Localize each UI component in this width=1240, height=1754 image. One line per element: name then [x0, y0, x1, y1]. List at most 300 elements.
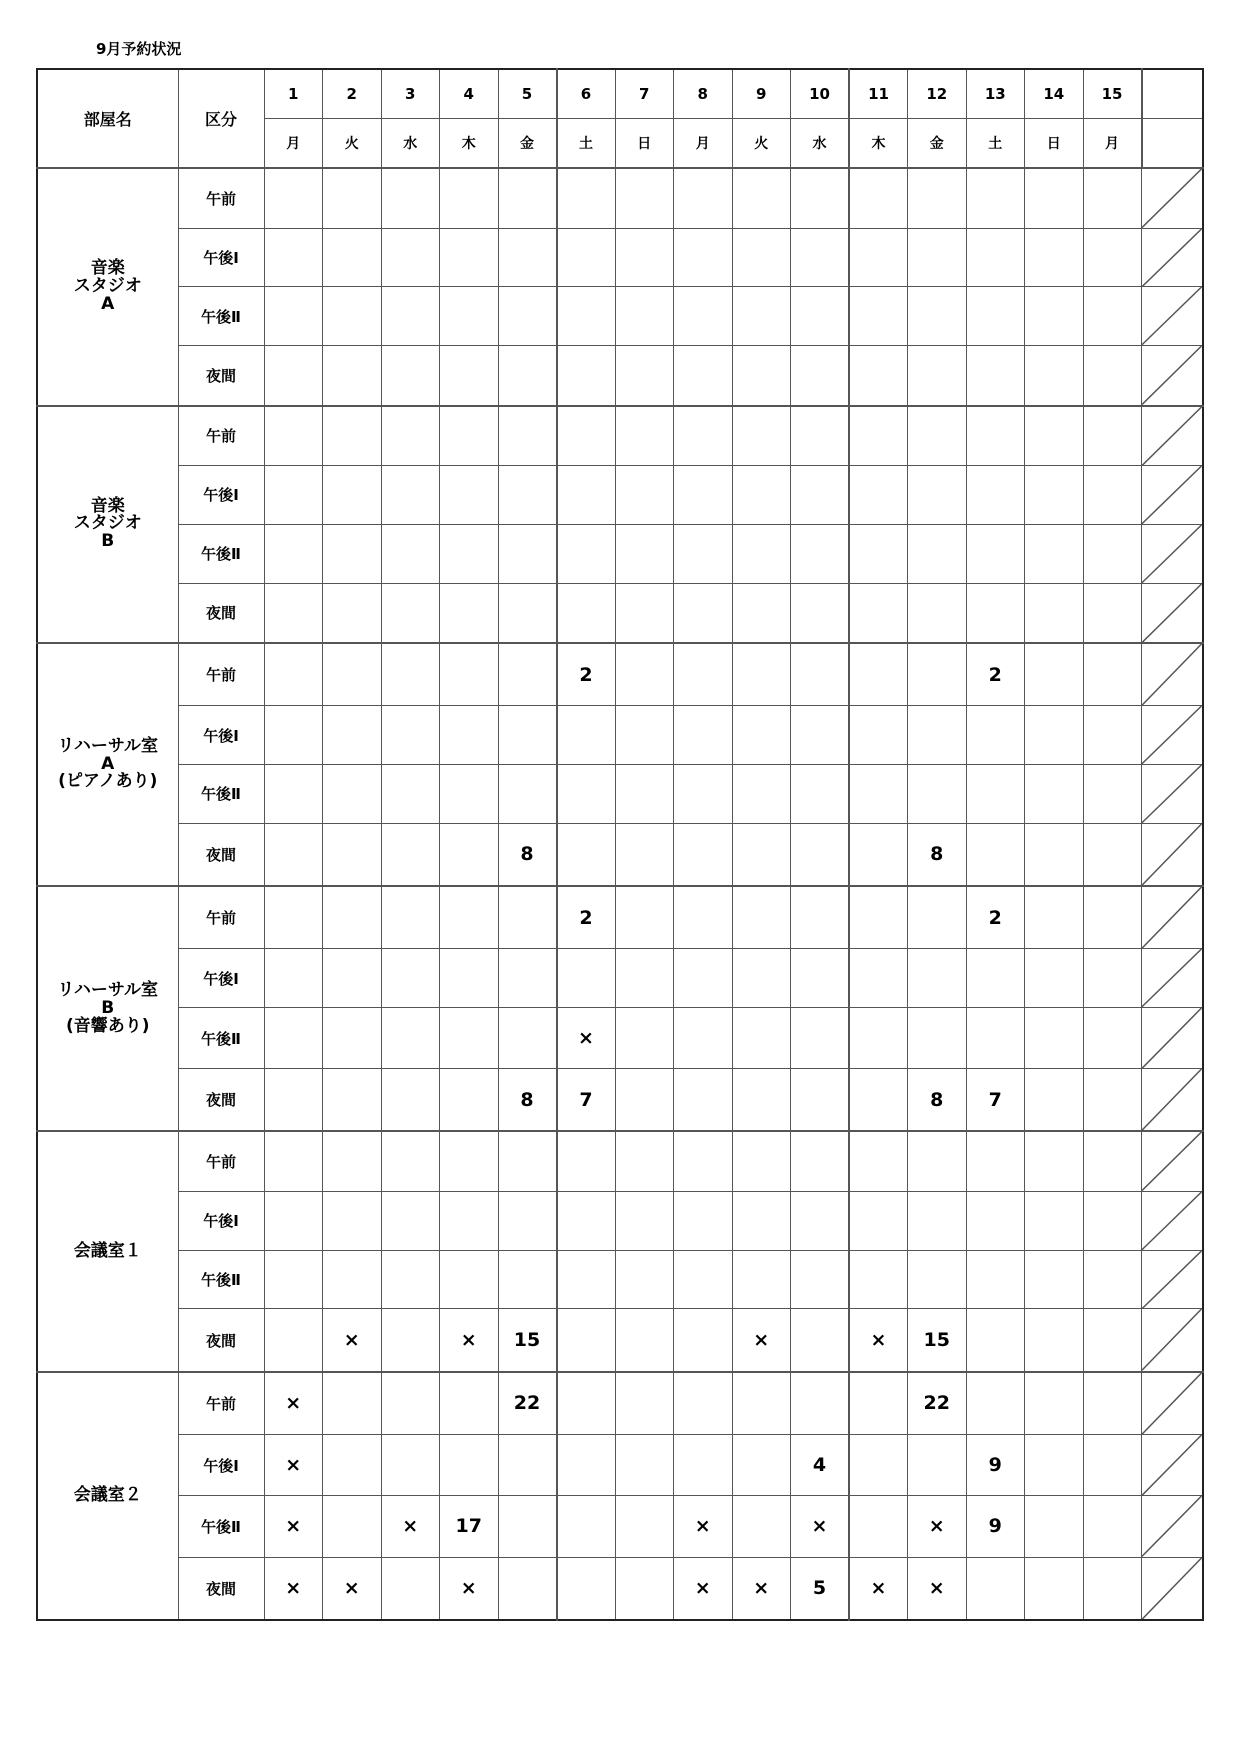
schedule-cell	[1025, 1496, 1084, 1557]
table-row	[37, 765, 1203, 824]
period-label: 夜間	[178, 1309, 264, 1372]
schedule-cell	[908, 949, 967, 1008]
period-label: 午後Ⅱ	[178, 524, 264, 583]
schedule-cell	[966, 706, 1025, 765]
schedule-cell	[908, 1250, 967, 1309]
weekday-header: 水	[791, 119, 850, 169]
schedule-cell	[381, 1372, 440, 1435]
schedule-cell	[440, 168, 499, 228]
schedule-cell	[323, 949, 382, 1008]
diagonal-blank-cell	[1142, 1250, 1203, 1309]
table-row	[37, 406, 1203, 466]
day-header: 11	[849, 69, 908, 119]
schedule-cell	[1083, 1192, 1142, 1251]
period-label: 夜間	[178, 583, 264, 643]
schedule-cell	[557, 1496, 616, 1557]
schedule-cell	[908, 765, 967, 824]
schedule-cell	[440, 1250, 499, 1309]
schedule-cell	[1083, 228, 1142, 287]
schedule-cell	[264, 1192, 323, 1251]
schedule-cell	[264, 1309, 323, 1372]
schedule-cell	[966, 1372, 1025, 1435]
period-label: 午後Ⅰ	[178, 466, 264, 525]
schedule-cell	[732, 706, 791, 765]
period-label: 夜間	[178, 345, 264, 405]
weekday-header: 木	[849, 119, 908, 169]
schedule-cell	[557, 345, 616, 405]
diagonal-blank-cell	[1142, 1007, 1203, 1068]
schedule-cell	[615, 949, 674, 1008]
schedule-cell	[498, 287, 557, 346]
schedule-cell	[791, 1192, 850, 1251]
schedule-cell	[966, 287, 1025, 346]
schedule-cell	[674, 1309, 733, 1372]
table-row	[37, 823, 1203, 886]
period-label: 午後Ⅰ	[178, 1192, 264, 1251]
schedule-cell	[908, 287, 967, 346]
schedule-cell	[732, 643, 791, 706]
schedule-cell	[849, 1069, 908, 1132]
schedule-cell	[264, 228, 323, 287]
day-header: 7	[615, 69, 674, 119]
schedule-cell	[674, 823, 733, 886]
schedule-cell	[674, 1250, 733, 1309]
schedule-cell	[323, 1434, 382, 1495]
schedule-cell	[732, 1496, 791, 1557]
schedule-cell	[381, 345, 440, 405]
schedule-cell	[381, 1250, 440, 1309]
schedule-cell	[264, 1007, 323, 1068]
schedule-cell	[557, 466, 616, 525]
schedule-cell: 2	[557, 643, 616, 706]
schedule-cell	[381, 706, 440, 765]
schedule-cell	[849, 1372, 908, 1435]
schedule-cell	[908, 228, 967, 287]
schedule-cell	[674, 643, 733, 706]
table-row	[37, 1250, 1203, 1309]
schedule-cell	[674, 1192, 733, 1251]
period-label: 午前	[178, 1372, 264, 1435]
schedule-cell	[440, 886, 499, 949]
table-row	[37, 1131, 1203, 1191]
schedule-cell	[557, 1131, 616, 1191]
schedule-cell: 2	[966, 886, 1025, 949]
schedule-cell	[849, 524, 908, 583]
schedule-cell: 17	[440, 1496, 499, 1557]
schedule-cell	[791, 228, 850, 287]
weekday-header: 月	[674, 119, 733, 169]
schedule-cell	[381, 1192, 440, 1251]
schedule-cell	[791, 823, 850, 886]
diagonal-blank-cell	[1142, 466, 1203, 525]
schedule-cell	[557, 1557, 616, 1620]
schedule-cell: 4	[791, 1434, 850, 1495]
period-label: 午前	[178, 406, 264, 466]
schedule-cell	[1025, 583, 1084, 643]
schedule-cell	[791, 1131, 850, 1191]
diagonal-blank-cell	[1142, 406, 1203, 466]
schedule-cell	[674, 287, 733, 346]
diagonal-blank-cell	[1142, 287, 1203, 346]
schedule-cell	[264, 168, 323, 228]
weekday-header: 土	[966, 119, 1025, 169]
schedule-cell	[381, 1309, 440, 1372]
schedule-cell	[381, 168, 440, 228]
schedule-cell	[791, 1309, 850, 1372]
schedule-cell: 8	[498, 823, 557, 886]
schedule-cell	[1025, 287, 1084, 346]
schedule-cell	[966, 345, 1025, 405]
schedule-cell	[674, 345, 733, 405]
schedule-cell	[440, 287, 499, 346]
schedule-cell	[615, 1372, 674, 1435]
schedule-cell: 2	[557, 886, 616, 949]
day-header: 13	[966, 69, 1025, 119]
schedule-cell	[674, 949, 733, 1008]
schedule-cell	[440, 765, 499, 824]
schedule-cell: ×	[732, 1309, 791, 1372]
schedule-cell	[966, 406, 1025, 466]
schedule-cell	[732, 524, 791, 583]
schedule-cell	[732, 1192, 791, 1251]
header-blank-cell	[1142, 119, 1203, 169]
schedule-cell	[908, 706, 967, 765]
schedule-cell	[791, 949, 850, 1008]
schedule-cell	[732, 1007, 791, 1068]
schedule-cell: ×	[791, 1496, 850, 1557]
day-header: 1	[264, 69, 323, 119]
schedule-cell	[498, 583, 557, 643]
schedule-cell	[791, 466, 850, 525]
schedule-cell	[849, 1434, 908, 1495]
day-header: 2	[323, 69, 382, 119]
schedule-cell	[908, 886, 967, 949]
schedule-cell	[966, 823, 1025, 886]
schedule-cell	[264, 1069, 323, 1132]
schedule-cell: ×	[323, 1557, 382, 1620]
day-header: 3	[381, 69, 440, 119]
table-row	[37, 1434, 1203, 1495]
schedule-cell	[1025, 1372, 1084, 1435]
schedule-cell	[1083, 1131, 1142, 1191]
schedule-cell	[498, 949, 557, 1008]
schedule-cell	[732, 1434, 791, 1495]
schedule-cell	[849, 1250, 908, 1309]
schedule-cell	[674, 466, 733, 525]
page-title: 9月予約状況	[96, 40, 182, 58]
table-row	[37, 1557, 1203, 1620]
schedule-cell	[966, 1131, 1025, 1191]
room-name: 会議室１	[37, 1131, 178, 1371]
schedule-cell	[908, 524, 967, 583]
schedule-cell	[732, 228, 791, 287]
schedule-cell	[557, 168, 616, 228]
table-row	[37, 524, 1203, 583]
period-label: 夜間	[178, 1557, 264, 1620]
schedule-cell	[498, 1007, 557, 1068]
schedule-cell	[615, 524, 674, 583]
schedule-cell	[615, 1434, 674, 1495]
schedule-cell	[264, 949, 323, 1008]
weekday-header: 水	[381, 119, 440, 169]
schedule-cell	[440, 1192, 499, 1251]
weekday-header: 木	[440, 119, 499, 169]
schedule-cell: ×	[440, 1309, 499, 1372]
schedule-cell: 2	[966, 643, 1025, 706]
schedule-cell	[849, 1496, 908, 1557]
schedule-cell	[1025, 1192, 1084, 1251]
schedule-cell: ×	[732, 1557, 791, 1620]
schedule-cell	[498, 1557, 557, 1620]
schedule-cell	[849, 823, 908, 886]
header-kubun: 区分	[178, 69, 264, 168]
schedule-cell	[1025, 949, 1084, 1008]
schedule-cell	[615, 1250, 674, 1309]
schedule-cell: 7	[557, 1069, 616, 1132]
schedule-cell	[1025, 406, 1084, 466]
schedule-cell	[732, 1372, 791, 1435]
schedule-cell	[966, 765, 1025, 824]
schedule-cell	[732, 949, 791, 1008]
schedule-cell	[674, 1131, 733, 1191]
schedule-cell	[1083, 583, 1142, 643]
schedule-cell	[615, 1007, 674, 1068]
schedule-cell	[849, 706, 908, 765]
schedule-cell: 8	[908, 823, 967, 886]
schedule-cell: 9	[966, 1496, 1025, 1557]
schedule-cell	[381, 886, 440, 949]
schedule-cell	[849, 765, 908, 824]
schedule-cell	[908, 466, 967, 525]
schedule-cell	[615, 168, 674, 228]
schedule-cell: 22	[498, 1372, 557, 1435]
table-row	[37, 1069, 1203, 1132]
schedule-cell	[323, 406, 382, 466]
period-label: 午後Ⅱ	[178, 1250, 264, 1309]
table-row	[37, 1496, 1203, 1557]
schedule-cell: ×	[674, 1496, 733, 1557]
schedule-cell	[498, 706, 557, 765]
schedule-cell	[323, 228, 382, 287]
schedule-cell: 7	[966, 1069, 1025, 1132]
schedule-cell	[849, 949, 908, 1008]
schedule-cell	[557, 524, 616, 583]
diagonal-blank-cell	[1142, 1496, 1203, 1557]
schedule-cell	[440, 1007, 499, 1068]
schedule-cell	[498, 524, 557, 583]
header-room-name: 部屋名	[37, 69, 178, 168]
schedule-cell	[557, 823, 616, 886]
day-header: 6	[557, 69, 616, 119]
schedule-cell	[615, 1069, 674, 1132]
schedule-cell	[732, 1131, 791, 1191]
schedule-cell	[323, 1192, 382, 1251]
table-row	[37, 228, 1203, 287]
schedule-cell	[1083, 1007, 1142, 1068]
schedule-cell	[381, 406, 440, 466]
schedule-cell	[732, 1069, 791, 1132]
schedule-cell	[849, 886, 908, 949]
schedule-cell	[732, 287, 791, 346]
schedule-cell	[323, 583, 382, 643]
schedule-cell	[1025, 886, 1084, 949]
period-label: 午後Ⅱ	[178, 1496, 264, 1557]
schedule-cell	[1025, 823, 1084, 886]
schedule-cell	[615, 823, 674, 886]
period-label: 午前	[178, 886, 264, 949]
schedule-cell	[498, 765, 557, 824]
reservation-table	[36, 68, 1204, 1621]
schedule-cell	[1083, 1309, 1142, 1372]
schedule-cell	[1083, 886, 1142, 949]
schedule-cell	[323, 524, 382, 583]
schedule-cell	[381, 823, 440, 886]
schedule-cell: 9	[966, 1434, 1025, 1495]
schedule-cell	[791, 1250, 850, 1309]
schedule-cell	[1025, 1131, 1084, 1191]
diagonal-blank-cell	[1142, 823, 1203, 886]
table-row	[37, 345, 1203, 405]
schedule-cell	[498, 1192, 557, 1251]
schedule-cell	[1083, 287, 1142, 346]
schedule-cell	[849, 228, 908, 287]
schedule-cell	[791, 524, 850, 583]
weekday-header: 金	[908, 119, 967, 169]
schedule-cell	[323, 1069, 382, 1132]
schedule-cell	[849, 406, 908, 466]
schedule-cell	[615, 1131, 674, 1191]
schedule-cell	[1083, 168, 1142, 228]
schedule-cell	[381, 466, 440, 525]
schedule-cell	[440, 643, 499, 706]
schedule-cell	[1083, 1434, 1142, 1495]
schedule-cell	[791, 583, 850, 643]
schedule-cell	[323, 765, 382, 824]
schedule-cell	[966, 583, 1025, 643]
schedule-cell: ×	[849, 1557, 908, 1620]
schedule-cell	[557, 583, 616, 643]
schedule-cell	[440, 1372, 499, 1435]
schedule-cell	[1025, 228, 1084, 287]
schedule-cell	[674, 228, 733, 287]
schedule-cell	[381, 287, 440, 346]
schedule-cell	[849, 1192, 908, 1251]
schedule-cell	[440, 1434, 499, 1495]
schedule-cell: ×	[381, 1496, 440, 1557]
schedule-cell	[440, 228, 499, 287]
schedule-cell	[849, 345, 908, 405]
schedule-cell	[791, 886, 850, 949]
weekday-header: 日	[615, 119, 674, 169]
schedule-cell	[615, 1557, 674, 1620]
schedule-cell	[674, 406, 733, 466]
weekday-header: 月	[1083, 119, 1142, 169]
schedule-cell	[1025, 466, 1084, 525]
day-header: 15	[1083, 69, 1142, 119]
period-label: 午後Ⅱ	[178, 765, 264, 824]
schedule-cell	[966, 1250, 1025, 1309]
schedule-cell	[732, 466, 791, 525]
schedule-cell	[323, 287, 382, 346]
period-label: 午後Ⅰ	[178, 228, 264, 287]
schedule-cell: 8	[908, 1069, 967, 1132]
schedule-cell	[1083, 1069, 1142, 1132]
schedule-cell	[1025, 345, 1084, 405]
schedule-cell: 15	[498, 1309, 557, 1372]
diagonal-blank-cell	[1142, 765, 1203, 824]
period-label: 夜間	[178, 823, 264, 886]
schedule-cell	[1025, 765, 1084, 824]
schedule-cell: ×	[557, 1007, 616, 1068]
schedule-cell	[966, 949, 1025, 1008]
diagonal-blank-cell	[1142, 345, 1203, 405]
schedule-cell	[615, 1496, 674, 1557]
schedule-cell	[381, 949, 440, 1008]
schedule-cell	[732, 168, 791, 228]
weekday-header: 火	[732, 119, 791, 169]
schedule-cell	[674, 1434, 733, 1495]
table-row	[37, 643, 1203, 706]
schedule-cell	[615, 406, 674, 466]
diagonal-blank-cell	[1142, 1434, 1203, 1495]
schedule-cell	[1083, 823, 1142, 886]
schedule-cell	[264, 643, 323, 706]
schedule-cell	[615, 643, 674, 706]
schedule-cell: 5	[791, 1557, 850, 1620]
schedule-cell	[498, 1434, 557, 1495]
room-name: リハーサル室 B (音響あり)	[37, 886, 178, 1132]
schedule-cell	[1083, 406, 1142, 466]
schedule-cell	[498, 886, 557, 949]
schedule-cell	[557, 287, 616, 346]
schedule-cell	[1025, 524, 1084, 583]
schedule-cell: ×	[264, 1557, 323, 1620]
schedule-cell	[557, 706, 616, 765]
schedule-cell	[674, 706, 733, 765]
schedule-cell	[1083, 1557, 1142, 1620]
schedule-cell	[498, 1496, 557, 1557]
schedule-cell	[791, 1007, 850, 1068]
header-blank-cell	[1142, 69, 1203, 119]
schedule-cell: ×	[264, 1434, 323, 1495]
schedule-cell	[264, 345, 323, 405]
schedule-cell	[908, 1434, 967, 1495]
table-row	[37, 1309, 1203, 1372]
diagonal-blank-cell	[1142, 1309, 1203, 1372]
weekday-header: 月	[264, 119, 323, 169]
room-name: 音楽 スタジオ A	[37, 168, 178, 406]
room-name: リハーサル室 A (ピアノあり)	[37, 643, 178, 886]
schedule-cell	[908, 1007, 967, 1068]
schedule-cell	[615, 345, 674, 405]
table-row	[37, 1007, 1203, 1068]
schedule-cell	[323, 823, 382, 886]
schedule-cell	[498, 1250, 557, 1309]
schedule-cell	[966, 168, 1025, 228]
schedule-cell: 8	[498, 1069, 557, 1132]
schedule-cell	[966, 524, 1025, 583]
schedule-cell	[908, 406, 967, 466]
schedule-cell	[264, 765, 323, 824]
schedule-cell	[615, 706, 674, 765]
schedule-cell	[264, 706, 323, 765]
schedule-cell	[674, 886, 733, 949]
schedule-cell	[323, 706, 382, 765]
schedule-cell	[1025, 1434, 1084, 1495]
schedule-cell	[1025, 706, 1084, 765]
schedule-cell	[323, 345, 382, 405]
schedule-cell	[791, 765, 850, 824]
